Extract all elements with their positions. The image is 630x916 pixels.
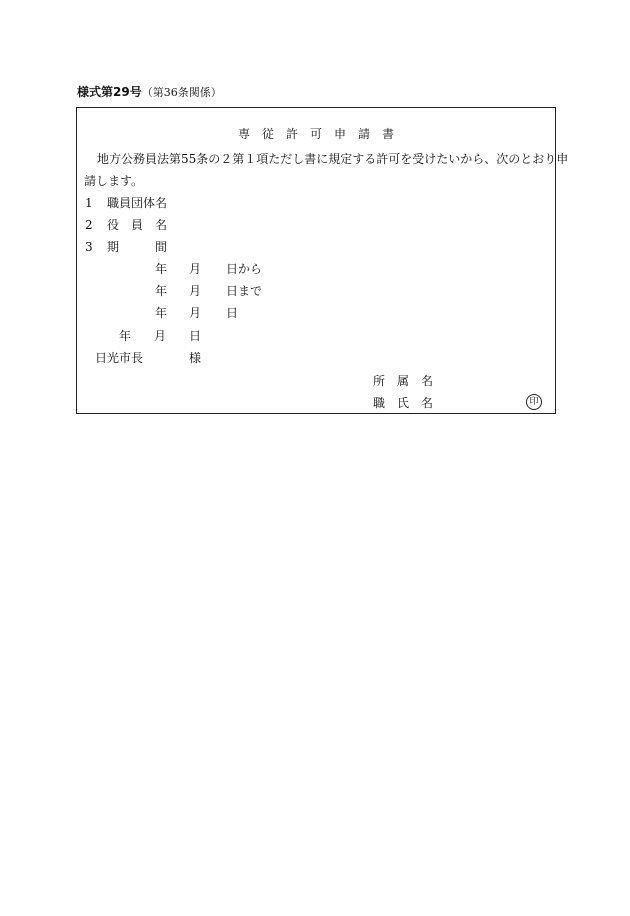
body-text-line2: 請します。: [84, 174, 144, 188]
period-from-day: 日から: [226, 262, 263, 276]
body-text-line1: 地方公務員法第55条の２第１項ただし書に規定する許可を受けたいから、次のとおり申: [97, 152, 569, 166]
seal-mark-icon: 印: [526, 394, 542, 410]
form-title: 専従許可申請書: [237, 127, 406, 141]
form-header: [77, 83, 222, 100]
period-from-month: 月: [189, 262, 202, 276]
item-number-1: 1: [85, 196, 93, 210]
affiliation-label: 所 属 名: [373, 374, 434, 388]
item-label-officer-name: 役 員 名: [107, 218, 168, 232]
application-date-year: 年: [119, 329, 132, 343]
period-days-day: 日: [226, 306, 239, 320]
period-days-year: 年: [155, 306, 168, 320]
application-date-month: 月: [154, 329, 167, 343]
addressee: 日光市長: [95, 351, 144, 365]
name-label: 職 氏 名: [373, 396, 434, 410]
period-from-year: 年: [155, 262, 168, 276]
application-date-day: 日: [189, 329, 202, 343]
form-reference: （第36条関係）: [141, 86, 222, 99]
application-form: [76, 107, 569, 414]
period-days-month: 月: [189, 306, 202, 320]
period-to-year: 年: [155, 284, 168, 298]
period-to-day: 日まで: [226, 284, 263, 298]
honorific: 様: [189, 351, 202, 365]
item-number-3: 3: [85, 240, 93, 254]
item-number-2: 2: [85, 218, 93, 232]
item-label-union-name: 職員団体名: [107, 196, 168, 210]
form-number: 様式第29号: [77, 85, 142, 99]
item-label-period: 期 間: [107, 240, 168, 254]
period-to-month: 月: [189, 284, 202, 298]
